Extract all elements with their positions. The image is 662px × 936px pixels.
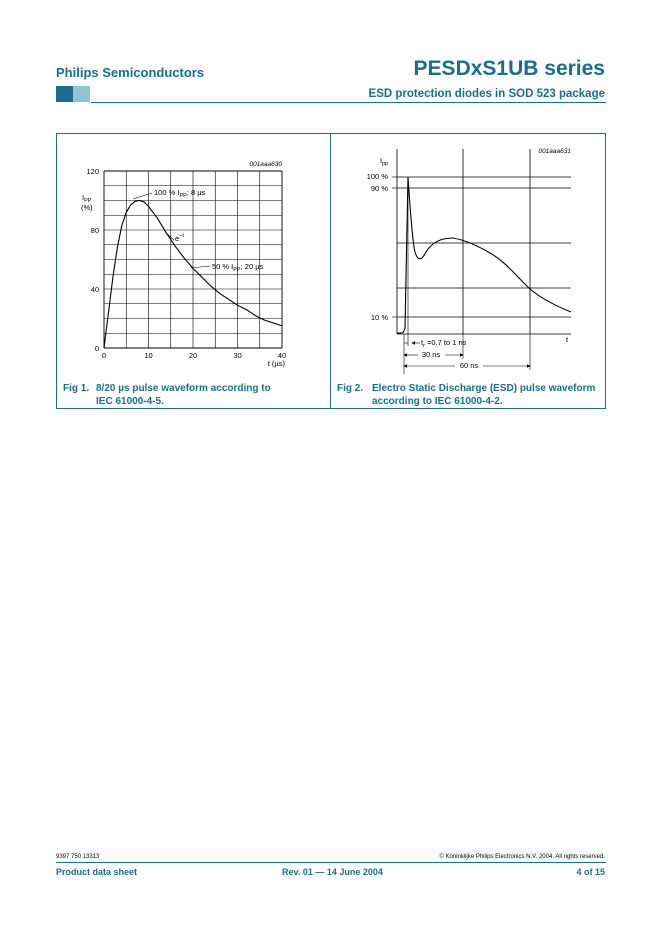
- fig2-ylabel: $I_{pp}$: [380, 156, 389, 167]
- product-subtitle: ESD protection diodes in SOD 523 package: [368, 88, 605, 100]
- header-logo-blocks: [56, 86, 90, 102]
- fig1-xtick-label: 30: [233, 351, 242, 360]
- fig1-xtick-label: 20: [188, 351, 198, 360]
- fig1-xtick-label: 0: [101, 351, 107, 360]
- figure-frame: [56, 133, 606, 409]
- fig1-caption: [63, 382, 323, 410]
- header-rule: [91, 102, 606, 103]
- fig1-ytick-label: 120: [86, 167, 99, 176]
- fig1-caption-number: Fig 1.: [63, 383, 90, 394]
- svg-text:60 ns: 60 ns: [459, 361, 479, 370]
- fig2-code: 001aaa631: [538, 148, 571, 155]
- fig2-xlabel: t: [566, 335, 569, 344]
- fig2-caption-line2: according to IEC 61000-4-2.: [372, 396, 503, 407]
- copyright: © Koninklijke Philips Electronics N.V. 2004. All rights reserved.: [439, 854, 605, 860]
- fig2-caption-number: Fig 2.: [337, 383, 364, 394]
- svg-text:30 ns: 30 ns: [421, 350, 441, 359]
- svg-text:e−t: $e^{-t}$: [175, 233, 184, 243]
- fig2-caption-line1: Electro Static Discharge (ESD) pulse waveform: [372, 383, 596, 394]
- fig1-xtick-label: 10: [144, 351, 153, 360]
- company-name: Philips Semiconductors: [56, 65, 205, 80]
- fig1-ytick-label: 40: [90, 285, 99, 294]
- fig1-xlabel: t (µs): [267, 359, 285, 368]
- figure-divider: [330, 133, 331, 409]
- footer-page-number: 4 of 15: [576, 867, 605, 877]
- fig1-ytick-label: 0: [94, 344, 99, 353]
- fig2-level-100: 100 %: [366, 172, 388, 181]
- fig2-rise-label: $t_r =0.7$ to 1 ns: [421, 338, 467, 349]
- svg-text:100 % IPP; 8 µs: 100 % $I_{PP}$; 8 µs: [154, 188, 206, 199]
- product-title: PESDxS1UB series: [413, 57, 605, 80]
- footer-rule: [56, 862, 606, 863]
- fig2-level-90: 90 %: [370, 184, 388, 193]
- fig1-caption-line1: 8/20 µs pulse waveform according to: [96, 383, 271, 394]
- fig2-caption: [337, 382, 605, 410]
- fig1-ylabel-unit: (%): [81, 203, 93, 212]
- fig1-ylabel-main: $I_{PP}$: [82, 193, 92, 204]
- svg-text:50 % IPP; 20 µs: 50 % $I_{PP}$; 20 µs: [212, 262, 264, 273]
- fig1-ytick-label: 80: [90, 226, 99, 235]
- footer-revision: Rev. 01 — 14 June 2004: [282, 867, 383, 877]
- fig1-xtick-label: 40: [277, 351, 287, 360]
- fig1-code: 001aaa630: [249, 161, 282, 168]
- fig2-level-10: 10 %: [370, 313, 388, 322]
- footer-doc-type: Product data sheet: [56, 867, 138, 877]
- fig1-caption-line2: IEC 61000-4-5.: [96, 396, 164, 407]
- doc-number: 9397 750 13313: [56, 854, 100, 860]
